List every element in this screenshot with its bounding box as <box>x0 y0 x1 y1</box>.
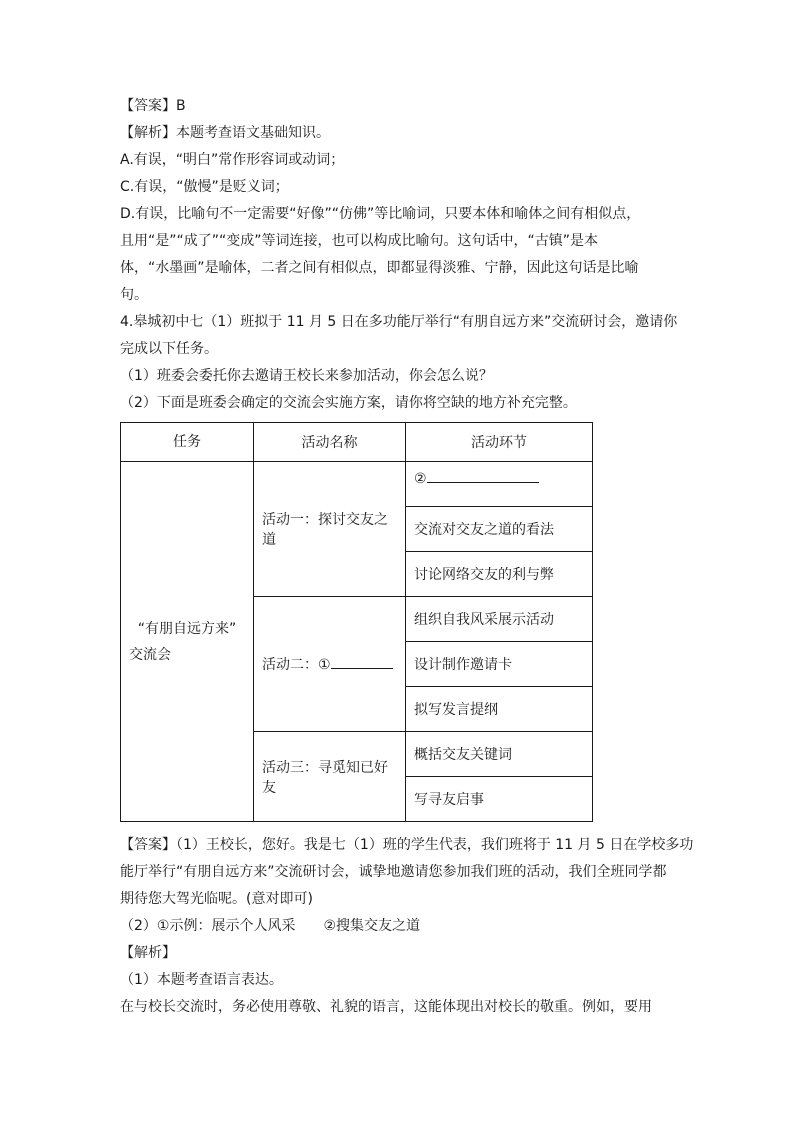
task-cell <box>121 462 254 822</box>
table-header-row <box>121 423 593 462</box>
activity-3-step-2: 写寻友启事 <box>406 777 593 822</box>
activity-2-step-1: 组织自我风采展示活动 <box>406 597 593 642</box>
question-4-line2: 完成以下任务。 <box>120 341 218 357</box>
activity-2-name: 活动二：① <box>254 597 406 732</box>
activity-3-name: 活动三：寻觅知已好友 <box>254 732 406 822</box>
activity-3-step-1: 概括交友关键词 <box>406 732 593 777</box>
analysis-1-option-d-line3: 体，“水墨画”是喻体，二者之间有相似点，即都显得淡雅、宁静，因此这句话是比喻 <box>120 260 639 276</box>
analysis-2-label: 【解析】 <box>120 945 176 961</box>
analysis-1-intro: 【解析】本题考查语文基础知识。 <box>120 125 330 141</box>
analysis-2-line1: （1）本题考查语言表达。 <box>120 972 283 988</box>
answer-label: 【答案】 <box>120 837 176 853</box>
task-name-line1: “有朋自远方来” <box>137 620 237 637</box>
task-name-line2: 交流会 <box>129 646 171 663</box>
activity-plan-table <box>120 422 593 822</box>
question-4-sub2: （2）下面是班委会确定的交流会实施方案，请你将空缺的地方补充完整。 <box>120 395 577 411</box>
analysis-1-option-d-line1: D.有误，比喻句不一定需要“好像”“仿佛”等比喻词，只要本体和喻体之间有相似点， <box>120 206 641 222</box>
fill-blank-2 <box>427 468 539 483</box>
table-row <box>121 462 593 507</box>
header-activity-steps: 活动环节 <box>406 423 593 462</box>
analysis-1-option-a: A.有误，“明白”常作形容词或动词； <box>120 152 345 168</box>
answer-2-line3: 期待您大驾光临呢。(意对即可) <box>120 891 313 907</box>
answer-2-line1: 【答案】（1）王校长，您好。我是七（1）班的学生代表，我们班将于 11 月 5 日在学校多功 <box>120 837 694 853</box>
activity-1-step-1: ② <box>406 462 593 507</box>
analysis-label: 【解析】 <box>120 125 176 141</box>
question-4-sub1: （1）班委会委托你去邀请王校长来参加活动，你会怎么说？ <box>120 368 493 384</box>
activity-1-step-2: 交流对交友之道的看法 <box>406 507 593 552</box>
answer-value: B <box>176 98 186 114</box>
answer-2-line2: 能厅举行“有朋自远方来”交流研讨会，诚挚地邀请您参加我们班的活动，我们全班同学都 <box>120 864 667 880</box>
fill-blank-1 <box>331 654 393 669</box>
answer-2-line4: （2）①示例：展示个人风采 ②搜集交友之道 <box>120 918 421 934</box>
activity-2-step-3: 拟写发言提纲 <box>406 687 593 732</box>
activity-1-name: 活动一：探讨交友之道 <box>254 462 406 597</box>
analysis-2-line2: 在与校长交流时，务必使用尊敬、礼貌的语言，这能体现出对校长的敬重。例如，要用 <box>120 999 652 1015</box>
header-activity-name: 活动名称 <box>254 423 406 462</box>
answer-label: 【答案】 <box>120 98 176 114</box>
question-4-line1: 4.皋城初中七（1）班拟于 11 月 5 日在多功能厅举行“有朋自远方来”交流研讨会，邀请你 <box>120 314 678 330</box>
header-task: 任务 <box>121 423 254 462</box>
analysis-1-option-d-line2: 且用“是”“成了”“变成”等词连接，也可以构成比喻句。这句话中，“古镇”是本 <box>120 233 599 249</box>
activity-1-step-3: 讨论网络交友的利与弊 <box>406 552 593 597</box>
answer-1 <box>120 97 186 115</box>
activity-2-step-2: 设计制作邀请卡 <box>406 642 593 687</box>
analysis-1-option-c: C.有误，“傲慢”是贬义词； <box>120 179 289 195</box>
analysis-1-option-d-line4: 句。 <box>120 287 148 303</box>
